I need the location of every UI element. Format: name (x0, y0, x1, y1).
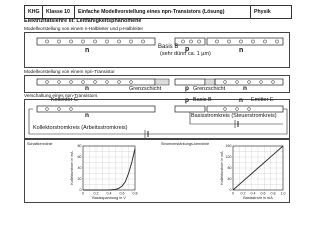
chart2-x-tick-label: 0 (232, 191, 234, 196)
chart2-x-tick-label: 0.8 (270, 191, 276, 196)
thin-note: (sehr dünn ca. 1 µm) (160, 51, 211, 57)
chart1-x-tick-label: 0.2 (93, 191, 99, 196)
section-3-heading: Verschaltung eines npn-Transistors (24, 93, 98, 98)
chart2-x-axis-label: Basisstrom in mA (243, 196, 273, 200)
chart2-y-axis-label: Kollektorstrom in mA (220, 151, 224, 185)
n2-label-3: n (239, 97, 243, 104)
chart2-y-tick-label: 40 (227, 177, 232, 182)
n-label-2: n (85, 85, 89, 92)
base-circuit-label: Basisstromkreis (Steuerstromkreis) (191, 113, 277, 119)
chart1-x-tick-label: 0 (82, 191, 84, 196)
transistor-circuit (25, 100, 291, 140)
chart1-y-tick-label: 0 (79, 188, 82, 193)
chart1-y-axis-label: Kollektorstrom in mA (70, 151, 74, 185)
n2-label-2: n (243, 85, 247, 92)
section-2-heading: Modellvorstellung von einem npn-Transistor (24, 69, 115, 74)
section-3-box (24, 99, 290, 139)
chart2-y-tick-label: 0 (229, 188, 232, 193)
chart2-x-tick-label: 0.6 (260, 191, 266, 196)
chart2-y-tick-label: 160 (225, 144, 232, 149)
subject-cell: Physik (254, 9, 271, 15)
section-1-heading: Modellvorstellung von einem n-Halbleiter und p-Halbleiter (24, 26, 144, 31)
class-cell: Klasse 10 (43, 6, 75, 18)
base-label-3: Basis B (193, 97, 212, 103)
school-cell: KHG (25, 6, 43, 18)
chart1-y-tick-label: 20 (77, 177, 82, 182)
chart1-y-tick-label: 40 (77, 166, 82, 171)
chart1-x-axis-label: Basisspannung in V (92, 196, 126, 200)
n2-label-1: n (239, 47, 244, 54)
p-label-2: p (185, 85, 189, 92)
switching-characteristic-chart (25, 140, 145, 204)
emitter-label: Emitter E (251, 97, 274, 103)
p-label-1: p (185, 46, 190, 53)
chart1-x-tick-label: 0.4 (106, 191, 112, 196)
main-title: Elektrizitätslehre III: Leitfähigkeitsphänomene (24, 18, 142, 24)
n-label-3: n (85, 112, 89, 119)
chart2-y-tick-label: 80 (227, 166, 232, 171)
n-label-1: n (85, 47, 90, 54)
chart1-x-tick-label: 0.8 (132, 191, 138, 196)
chart2-x-tick-label: 0.2 (240, 191, 246, 196)
semiconductor-model-1 (25, 33, 291, 69)
barrier-label-2: Grenzschicht (193, 86, 226, 92)
chart2-title: Stromverstärkungs-kennlinie (161, 142, 210, 146)
p-label-3: p (185, 97, 189, 104)
charts-box (24, 139, 290, 203)
chart2-x-tick-label: 1.0 (280, 191, 286, 196)
topic-cell: Einfache Modellvorstellung eines npn-Transistors (Lösung) (75, 6, 251, 18)
chart1-y-tick-label: 60 (77, 155, 82, 160)
section-2-box (24, 75, 290, 93)
chart1-x-tick-label: 0.6 (119, 191, 125, 196)
chart1-y-tick-label: 80 (77, 144, 82, 149)
barrier-label-1: Grenzschicht (129, 86, 162, 92)
chart1-title: Schaltkennlinie (27, 142, 53, 146)
section-1-box (24, 32, 290, 68)
current-gain-chart (159, 140, 289, 204)
collector-label: Kollektor C (51, 97, 78, 103)
collector-circuit-label: Kollektorstromkreis (Arbeitsstromkreis) (33, 125, 128, 131)
base-label-1: Basis B (158, 44, 179, 50)
chart2-y-tick-label: 120 (225, 155, 232, 160)
header-table (24, 5, 292, 19)
chart2-x-tick-label: 0.4 (250, 191, 256, 196)
